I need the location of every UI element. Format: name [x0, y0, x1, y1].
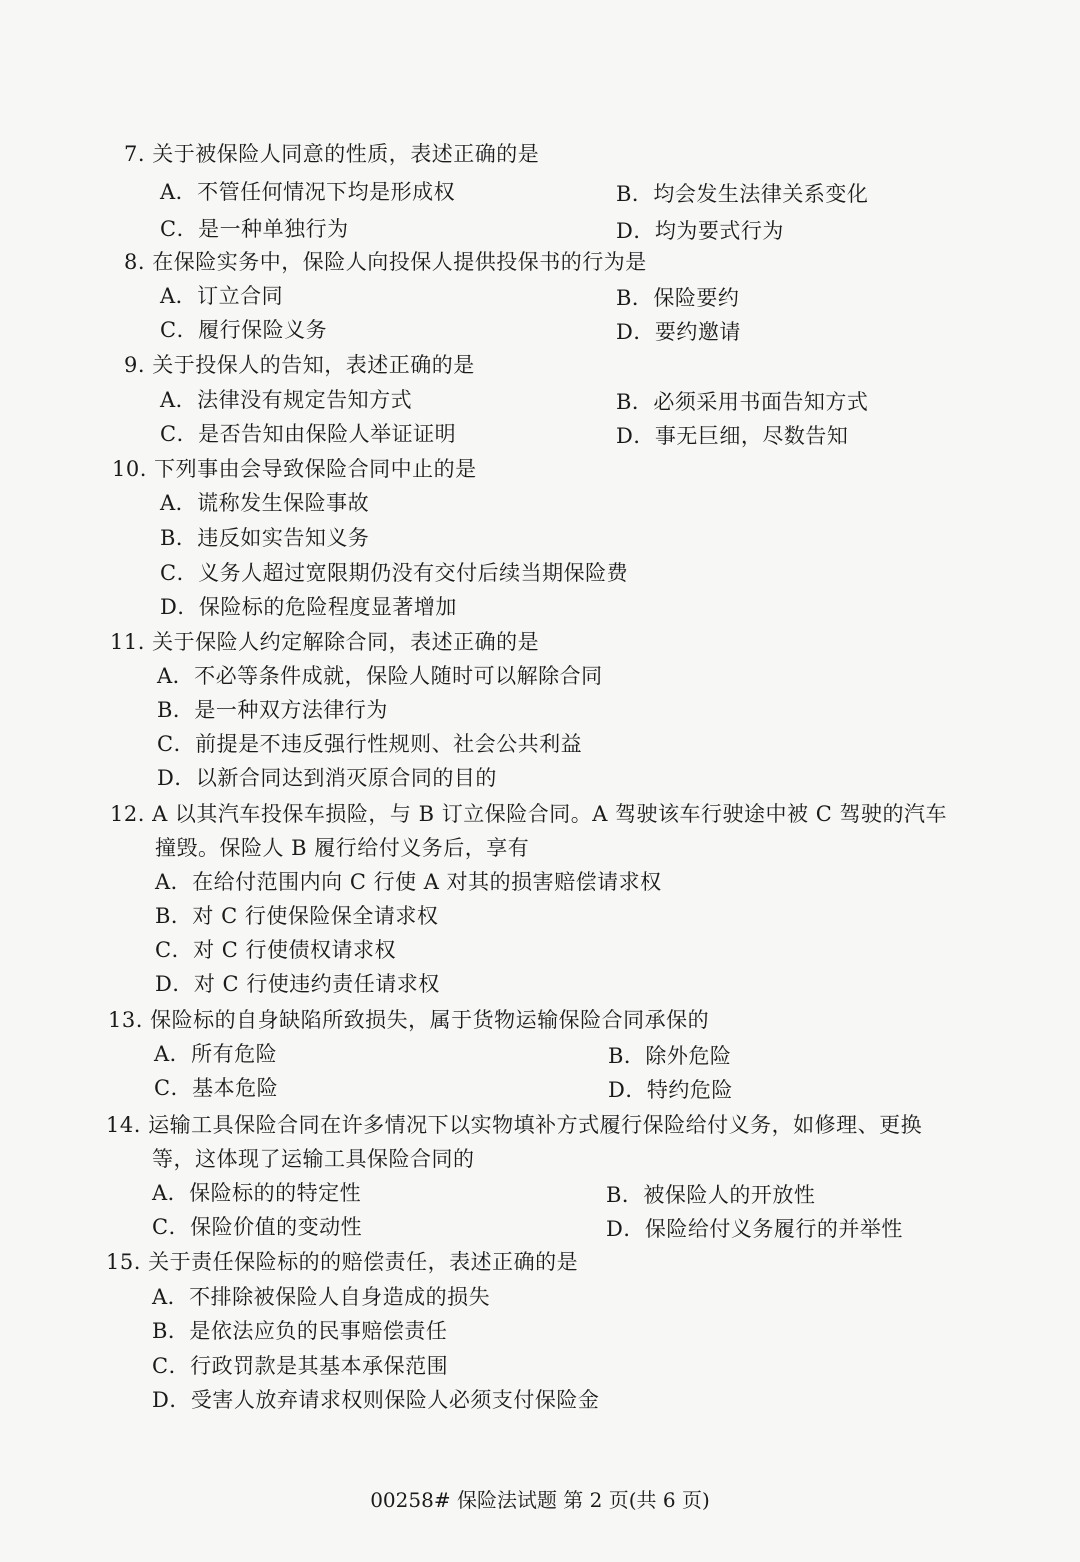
page-footer: 00258# 保险法试题 第 2 页(共 6 页): [370, 1488, 710, 1512]
question-10-option-c: C．义务人超过宽限期仍没有交付后续当期保险费: [160, 561, 629, 585]
question-14-stem-continued: 等，这体现了运输工具保险合同的: [152, 1147, 475, 1171]
question-10-option-b: B．违反如实告知义务: [160, 526, 370, 550]
question-9-option-b: B．必须采用书面告知方式: [616, 390, 869, 414]
question-11-option-c: C．前提是不违反强行性规则、社会公共利益: [157, 732, 583, 756]
question-9-option-d: D．事无巨细，尽数告知: [616, 424, 849, 448]
question-15-stem: 15. 关于责任保险标的的赔偿责任，表述正确的是: [106, 1250, 579, 1274]
question-9-stem: 9. 关于投保人的告知，表述正确的是: [124, 353, 475, 377]
question-11-option-a: A．不必等条件成就，保险人随时可以解除合同: [157, 664, 603, 688]
question-7-option-a: A．不管任何情况下均是形成权: [160, 180, 456, 204]
question-14-stem: 14. 运输工具保险合同在许多情况下以实物填补方式履行保险给付义务，如修理、更换: [106, 1113, 923, 1137]
question-15-option-a: A．不排除被保险人自身造成的损失: [152, 1285, 491, 1309]
question-15-option-b: B．是依法应负的民事赔偿责任: [152, 1319, 448, 1343]
question-8-option-d: D．要约邀请: [616, 320, 741, 344]
question-14-option-c: C．保险价值的变动性: [152, 1215, 363, 1239]
question-13-option-d: D．特约危险: [608, 1078, 733, 1102]
question-14-option-b: B．被保险人的开放性: [606, 1183, 816, 1207]
question-13-option-a: A．所有危险: [154, 1042, 278, 1066]
question-13-option-b: B．除外危险: [608, 1044, 732, 1068]
question-10-option-d: D．保险标的危险程度显著增加: [160, 595, 457, 619]
question-12-option-c: C．对 C 行使债权请求权: [155, 938, 396, 962]
question-7-option-c: C．是一种单独行为: [160, 217, 349, 241]
question-8-option-a: A．订立合同: [160, 284, 284, 308]
question-8-stem: 8. 在保险实务中，保险人向投保人提供投保书的行为是: [124, 250, 647, 274]
question-10-stem: 10. 下列事由会导致保险合同中止的是: [112, 457, 477, 481]
question-7-stem: 7. 关于被保险人同意的性质，表述正确的是: [124, 142, 540, 166]
question-14-option-d: D．保险给付义务履行的并举性: [606, 1217, 903, 1241]
question-12-option-b: B．对 C 行使保险保全请求权: [155, 904, 439, 928]
question-15-option-d: D．受害人放弃请求权则保险人必须支付保险金: [152, 1388, 600, 1412]
question-12-option-d: D．对 C 行使违约责任请求权: [155, 972, 440, 996]
question-12-option-a: A．在给付范围内向 C 行使 A 对其的损害赔偿请求权: [155, 870, 662, 894]
question-7-option-b: B．均会发生法律关系变化: [616, 182, 869, 206]
question-10-option-a: A．谎称发生保险事故: [160, 491, 370, 515]
question-11-stem: 11. 关于保险人约定解除合同，表述正确的是: [110, 630, 540, 654]
question-7-option-d: D．均为要式行为: [616, 219, 784, 243]
question-14-option-a: A．保险标的的特定性: [152, 1181, 362, 1205]
question-11-option-d: D．以新合同达到消灭原合同的目的: [157, 766, 497, 790]
question-13-option-c: C．基本危险: [154, 1076, 279, 1100]
question-15-option-c: C．行政罚款是其基本承保范围: [152, 1354, 449, 1378]
question-9-option-a: A．法律没有规定告知方式: [160, 388, 413, 412]
question-11-option-b: B．是一种双方法律行为: [157, 698, 388, 722]
question-12-stem-continued: 撞毁。保险人 B 履行给付义务后，享有: [155, 836, 530, 860]
question-13-stem: 13. 保险标的自身缺陷所致损失，属于货物运输保险合同承保的: [108, 1008, 710, 1032]
question-12-stem: 12. A 以其汽车投保车损险，与 B 订立保险合同。A 驾驶该车行驶途中被 C 驾驶的汽车: [110, 802, 947, 826]
question-8-option-c: C．履行保险义务: [160, 318, 328, 342]
question-9-option-c: C．是否告知由保险人举证证明: [160, 422, 457, 446]
question-8-option-b: B．保险要约: [616, 286, 740, 310]
